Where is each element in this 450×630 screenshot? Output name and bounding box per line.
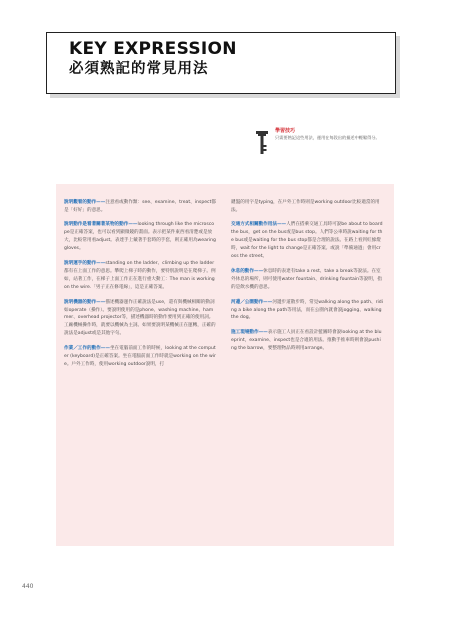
item-heading: 河邊／公園動作——	[231, 299, 273, 305]
item-heading: 說明運手的動作——	[64, 261, 106, 267]
right-column	[231, 194, 383, 360]
item-heading: 說明動作是看著關著某物的動作——	[64, 222, 138, 228]
item-body: 人們在搭乘交通工具時可說be about to board the bus，get on the bus或是bus stop。人們等公車時說waiting for the bus或是waiting for the bus stop都是合理的說法。在路上看到紅綠燈時，wait for the light to change是正確答案。或說「準備通過」會用cross the street。	[231, 222, 383, 260]
item-heading: 休息的動作——	[231, 268, 264, 274]
item-body: 坐在電腦前面工作的時候，looking at the computer (keyboard)是正確答案。坐在電腦前面工作時就是working on the wire。戶外工作時，使用working outdoor說明，打	[64, 346, 216, 367]
list-item	[64, 260, 216, 292]
list-item	[231, 299, 383, 323]
item-heading: 作業／工作的動作——	[64, 346, 110, 352]
list-item	[64, 299, 216, 339]
item-body: 表示施工人員正在看設計藍圖時會說looking at the blueprint，examine、inspect也是合適的用法。推動手推車時則會說pushing the barrow，要整理物品時則用arrange。	[231, 330, 382, 352]
page-number: 440	[22, 583, 34, 590]
content-panel	[56, 184, 394, 546]
tip-box	[275, 128, 405, 141]
tip-text: 只需要熟記這些用法，運用在每段出的描述中輕鬆得分。	[275, 135, 380, 140]
item-body: 描述機器運作正確說法是use，還有與機械相關的動詞如operate（操作）。要說明使用的是phone、washing machine、hammer、overhead projector等，描述機器時的動作要用到正確的使用詞。工廠機械操作時，就要以機械為主詞。如果要說明某機械正在運轉，正確的說法是adjust或是其他字句。	[64, 299, 216, 337]
page-title: KEY EXPRESSION	[69, 39, 237, 59]
list-item	[64, 221, 216, 253]
item-body: looking through like the microscope是正確答案，也可以看到顯微鏡的畫面。表示把某件東西看清楚或是放大，比較常用看adjust。表達手上戴著手套時的手套，則正確用為wearing gloves。	[64, 222, 216, 252]
item-body: 休息時的表達有take a rest、take a break等說法。在室外休息的場所，則可使用water fountain、drinking fountain等說明，指的是飲水機的意思。	[231, 268, 382, 290]
title-box	[46, 32, 396, 94]
item-heading: 交通方式相關動作用法——	[231, 222, 287, 228]
item-heading: 說明觀看的動作——	[64, 199, 106, 205]
item-body: standing on the ladder、climbing up the ladder都有在上面工作的意思。攀爬上梯子時的動作，要特別說明是在爬梯子。例如，站著工作，在梯子上面工作正在進行重大動工：The man is working on the wire.「男子正在修電線」，這是正確答案。	[64, 261, 216, 290]
list-item	[231, 268, 383, 292]
list-item	[231, 199, 383, 215]
list-item	[231, 329, 383, 353]
key-icon	[255, 130, 269, 156]
item-heading: 說明機器的動作——	[64, 299, 106, 305]
item-heading: 施工現場動作——	[231, 330, 268, 336]
list-item	[64, 199, 216, 215]
item-body: 注意看或動作類：see、examine、treat、inspect都是「好好」的意思。	[64, 199, 216, 213]
list-item	[231, 221, 383, 261]
left-column	[64, 194, 216, 376]
list-item	[64, 345, 216, 369]
page-subtitle: 必須熟記的常見用法	[69, 61, 209, 77]
tip-label: 學習技巧	[275, 128, 296, 134]
item-body: 河邊步道散步時，常見walking along the path、riding a bike along the path等用法，而在公園內就會說jogging、walking the dog。	[231, 299, 383, 321]
item-body: 鍵盤的用字是typing，在戶外工作時則是working outdoor比較適當的用法。	[231, 199, 380, 213]
